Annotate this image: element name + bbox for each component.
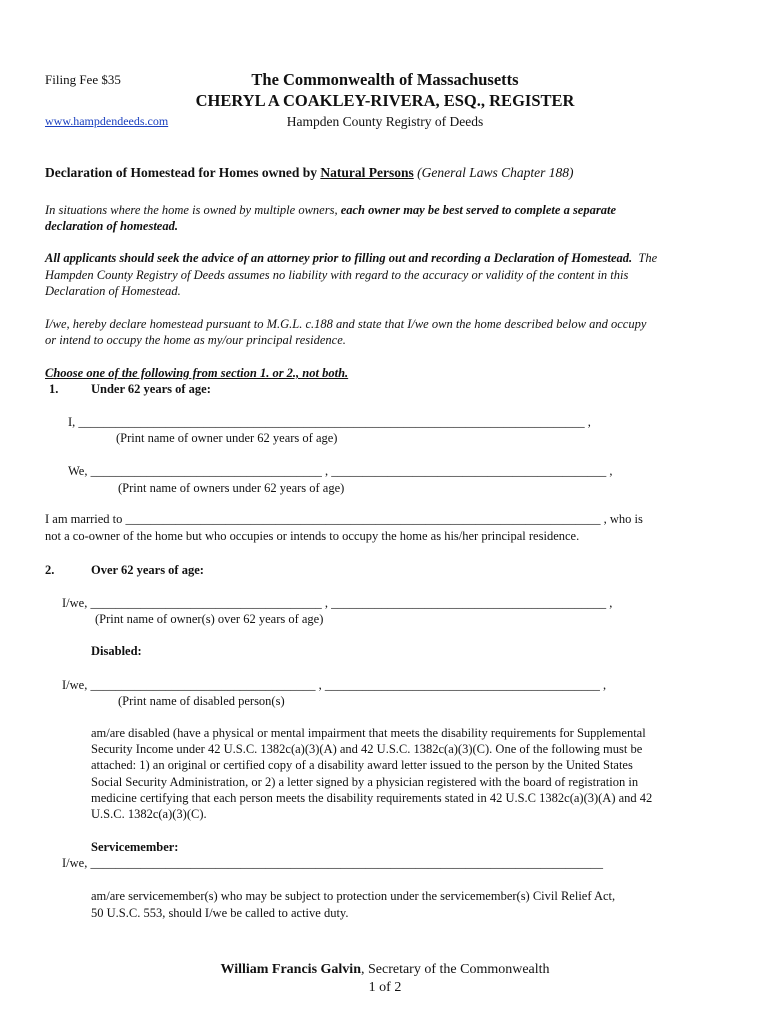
footer-title: , Secretary of the Commonwealth bbox=[360, 962, 550, 977]
owners-under62-caption: (Print name of owners under 62 years of age) bbox=[118, 481, 345, 495]
footer-signature bbox=[0, 962, 770, 978]
owner-under62-field[interactable]: I, _________________________________________________________________________________ , bbox=[68, 415, 591, 429]
title-line-3: Hampden County Registry of Deeds bbox=[286, 114, 484, 129]
service-text-2: 50 U.S.C. 553, should I/we be called to active duty. bbox=[91, 906, 349, 920]
website-link[interactable]: www.hampdendeeds.com bbox=[45, 114, 169, 128]
multi-owner-bold-cont: declaration of homestead. bbox=[45, 219, 178, 233]
declare-line-2: or intend to occupy the home as my/our principal residence. bbox=[45, 333, 346, 347]
advice-line-3: Declaration of Homestead. bbox=[45, 284, 181, 298]
multi-owner-bold: each owner may be best served to complete a separate bbox=[340, 203, 616, 217]
owners-under62-field[interactable]: We, _____________________________________ , ____________________________________________ , bbox=[68, 464, 613, 478]
advice-bold: All applicants should seek the advice of an attorney prior to filling out and recording a Declaration of Homestead. bbox=[45, 251, 633, 265]
section-1-title: Under 62 years of age: bbox=[91, 382, 211, 396]
choose-instruction: Choose one of the following from section 1. or 2., not both. bbox=[45, 366, 349, 380]
footer-name: William Francis Galvin bbox=[220, 962, 361, 977]
servicemember-title: Servicemember: bbox=[91, 840, 179, 854]
service-text-1: am/are servicemember(s) who may be subject to protection under the servicemember(s) Civil Relief Act, bbox=[91, 889, 616, 903]
disabled-title: Disabled: bbox=[91, 644, 142, 658]
disabled-persons-caption: (Print name of disabled person(s) bbox=[118, 694, 285, 708]
disabled-persons-field[interactable]: I/we, ____________________________________ , ____________________________________________ , bbox=[62, 678, 607, 692]
owners-over62-field[interactable]: I/we, _____________________________________ , ____________________________________________ , bbox=[62, 596, 613, 610]
heading-bold: Declaration of Homestead for Homes owned by bbox=[45, 165, 321, 180]
multi-owner-note bbox=[45, 203, 616, 218]
disabled-text-3: attached: 1) an original or certified copy of a disability award letter issued to the person by the United States bbox=[91, 758, 633, 772]
title-line-2: CHERYL A COAKLEY-RIVERA, ESQ., REGISTER bbox=[195, 91, 575, 110]
disabled-text-6: U.S.C. 1382c(a)(3)(C). bbox=[91, 807, 207, 821]
owners-over62-caption: (Print name of owner(s) over 62 years of age) bbox=[95, 612, 324, 626]
section-1-number: 1. bbox=[49, 382, 59, 396]
heading-italic: (General Laws Chapter 188) bbox=[413, 165, 574, 180]
disabled-text-2: Security Income under 42 U.S.C. 1382c(a)(3)(A) and 42 U.S.C. 1382c(a)(3)(C). One of the following must be bbox=[91, 742, 643, 756]
disabled-text-5: medicine certifying that each person meets the disability requirements stated in 42 U.S.C 1382c(a)(3)(A) and 42 bbox=[91, 791, 653, 805]
advice-line-1 bbox=[45, 251, 657, 266]
section-2-title: Over 62 years of age: bbox=[91, 563, 204, 577]
married-to-field[interactable]: I am married to ____________________________________________________________________________ , who is bbox=[45, 512, 643, 526]
section-2-number: 2. bbox=[45, 563, 55, 577]
heading-underlined: Natural Persons bbox=[320, 165, 414, 180]
disabled-text-4: Social Security Administration, or 2) a letter signed by a physician registered with the board of registration in bbox=[91, 775, 639, 789]
servicemember-field[interactable]: I/we, __________________________________________________________________________________ bbox=[62, 856, 603, 870]
advice-line-2: Hampden County Registry of Deeds assumes no liability with regard to the accuracy or validity of the content in this bbox=[45, 268, 629, 282]
title-line-1: The Commonwealth of Massachusetts bbox=[251, 70, 519, 89]
disabled-text-1: am/are disabled (have a physical or mental impairment that meets the disability requirements for Supplemental bbox=[91, 726, 646, 740]
filing-fee: Filing Fee $35 bbox=[45, 72, 121, 87]
multi-owner-text: In situations where the home is owned by multiple owners, bbox=[45, 203, 341, 217]
married-to-text: not a co-owner of the home but who occupies or intends to occupy the home as his/her principal residence. bbox=[45, 529, 580, 543]
form-heading bbox=[45, 165, 573, 181]
declare-line-1: I/we, hereby declare homestead pursuant to M.G.L. c.188 and state that I/we own the home described below and occupy bbox=[45, 317, 647, 331]
page-number: 1 of 2 bbox=[368, 980, 402, 995]
owner-under62-caption: (Print name of owner under 62 years of age) bbox=[116, 431, 338, 445]
advice-rest: The bbox=[638, 251, 658, 265]
